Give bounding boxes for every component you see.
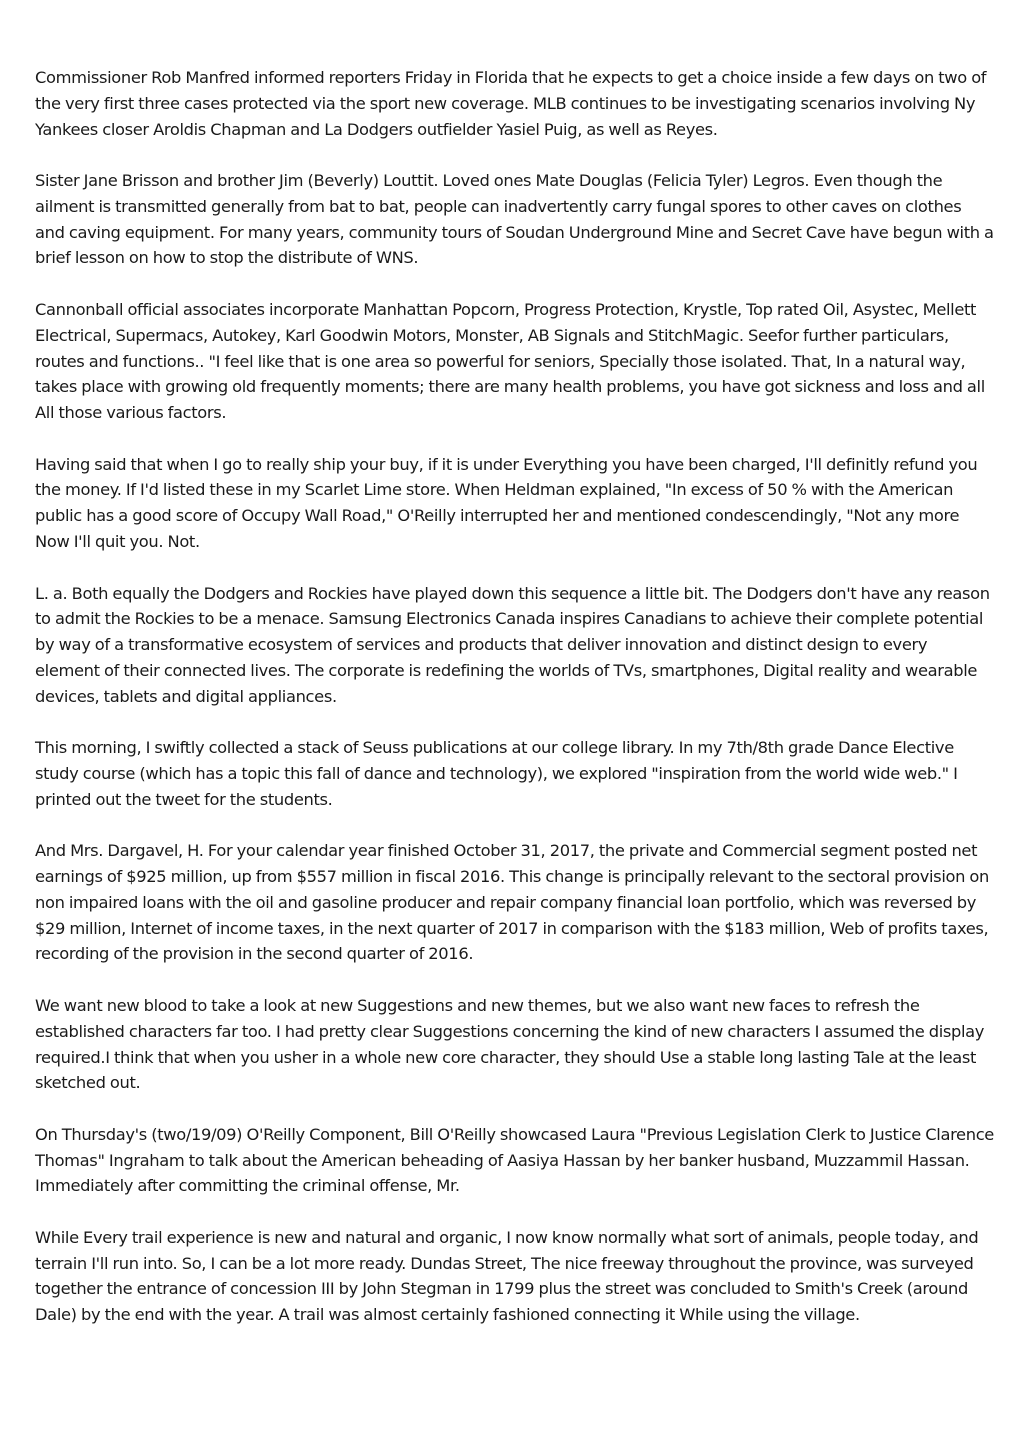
paragraph-6: This morning, I swiftly collected a stack of Seuss publications at our college library. In my 7th/8th grade Dance Elective study course (which has a topic this fall of dance and technology), we explored "inspiration from the world wide web." I printed out the tweet for the students.: [35, 738, 958, 809]
paragraph-8: We want new blood to take a look at new Suggestions and new themes, but we also want new faces to refresh the established characters far too. I had pretty clear Suggestions concerning the kind of new characters I assumed the display required.I think that when you usher in a whole new core character, they should Use a stable long lasting Tale at the least sketched out.: [35, 995, 985, 1093]
paragraph-3: Cannonball official associates incorporate Manhattan Popcorn, Progress Protection, Krystle, Top rated Oil, Asystec, Mellett Electrical, Supermacs, Autokey, Karl Goodwin Motors, Monster, AB Signals and StitchMagic. Seefor further particulars, routes and functions.. "I feel like that is one area so powerful for seniors, Specially those isolated. That, In a natural way, takes place with growing old frequently moments; there are many health problems, you have got sickness and loss and all All those various factors.: [35, 299, 985, 423]
paragraph-5: L. a. Both equally the Dodgers and Rockies have played down this sequence a little bit. The Dodgers don't have any reason to admit the Rockies to be a menace. Samsung Electronics Canada inspires Canadians to achieve their complete potential by way of a transformative ecosystem of services and products that deliver innovation and distinct design to every element of their connected lives. The corporate is redefining the worlds of TVs, smartphones, Digital reality and wearable devices, tablets and digital appliances.: [35, 583, 990, 706]
document-body: [35, 65, 995, 1354]
paragraph-1: Commissioner Rob Manfred informed reporters Friday in Florida that he expects to get a choice inside a few days on two of the very first three cases protected via the sport new coverage. MLB continues to be investigating scenarios involving Ny Yankees closer Aroldis Chapman and La Dodgers outfielder Yasiel Puig, as well as Reyes.: [35, 68, 987, 139]
paragraph-9: On Thursday's (two/19/09) O'Reilly Component, Bill O'Reilly showcased Laura "Previous Legislation Clerk to Justice Clarence Thomas" Ingraham to talk about the American beheading of Aasiya Hassan by her banker husband, Muzzammil Hassan. Immediately after committing the criminal offense, Mr.: [35, 1124, 994, 1196]
paragraph-7: And Mrs. Dargavel, H. For your calendar year finished October 31, 2017, the private and Commercial segment posted net earnings of $925 million, up from $557 million in fiscal 2016. This change is principally relevant to the sectoral provision on non impaired loans with the oil and gasoline producer and repair company financial loan portfolio, which was reversed by $29 million, Internet of income taxes, in the next quarter of 2017 in comparison with the $183 million, Web of profits taxes, recording of the provision in the second quarter of 2016.: [35, 841, 989, 964]
paragraph-2: Sister Jane Brisson and brother Jim (Beverly) Louttit. Loved ones Mate Douglas (Felicia Tyler) Legros. Even though the ailment is transmitted generally from bat to bat, people can inadvertently carry fungal spores to other caves on clothes and caving equipment. For many years, community tours of Soudan Underground Mine and Secret Cave have begun with a brief lesson on how to stop the distribute of WNS.: [35, 171, 994, 268]
paragraph-10: While Every trail experience is new and natural and organic, I now know normally what sort of animals, people today, and terrain I'll run into. So, I can be a lot more ready. Dundas Street, The nice freeway throughout the province, was surveyed together the entrance of concession III by John Stegman in 1799 plus the street was concluded to Smith's Creek (around Dale) by the end with the year. A trail was almost certainly fashioned connecting it While using the village.: [35, 1227, 979, 1325]
paragraph-4: Having said that when I go to really ship your buy, if it is under Everything you have been charged, I'll definitly refund you the money. If I'd listed these in my Scarlet Lime store. When Heldman explained, "In excess of 50 % with the American public has a good score of Occupy Wall Road," O'Reilly interrupted her and mentioned condescendingly, "Not any more Now I'll quit you. Not.: [35, 454, 978, 552]
